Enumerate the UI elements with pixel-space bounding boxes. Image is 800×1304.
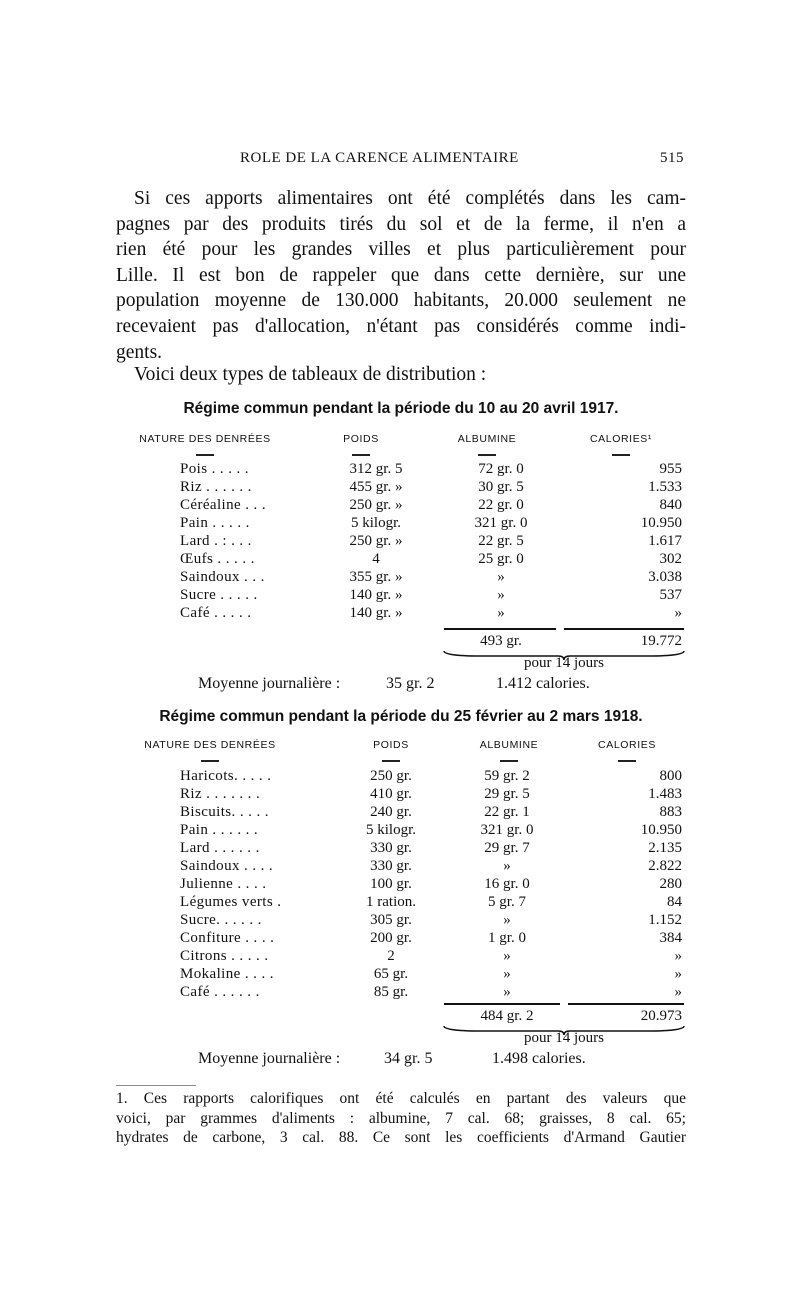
- daily-albumine: 35 gr. 2: [386, 675, 435, 692]
- daily-average-label: Moyenne journalière :: [198, 675, 341, 692]
- calories-value: 840: [659, 497, 682, 513]
- poids-value: 410 gr.: [370, 786, 412, 802]
- albumine-value: 22 gr. 0: [478, 497, 524, 513]
- calories-value: 10.950: [640, 515, 682, 531]
- food-name: Riz . . . . . . .: [180, 786, 261, 802]
- paragraph-line: pagnes par des produits tirés du sol et de la ferme, il n'en a: [116, 213, 686, 235]
- page-number: 515: [660, 150, 684, 166]
- footnote-line: 1. Ces rapports calorifiques ont été calculés en partant des valeurs que: [116, 1090, 686, 1107]
- column-header: NATURE DES DENRÉES: [139, 433, 271, 445]
- paragraph-line: gents.: [116, 341, 163, 363]
- header-dash: [382, 760, 400, 762]
- daily-average-label: Moyenne journalière :: [198, 1050, 341, 1067]
- food-name: Saindoux . . . .: [180, 858, 274, 874]
- calories-value: 10.950: [640, 822, 682, 838]
- food-name: Pain . . . . .: [180, 515, 250, 531]
- food-name: Céréaline . . .: [180, 497, 266, 513]
- food-name: Saindoux . . .: [180, 569, 265, 585]
- food-name: Citrons . . . . .: [180, 948, 269, 964]
- albumine-value: »: [503, 948, 511, 964]
- column-header: CALORIES¹: [590, 433, 652, 445]
- albumine-value: 29 gr. 5: [484, 786, 530, 802]
- poids-value: 85 gr.: [373, 984, 409, 1000]
- period-label: pour 14 jours: [524, 655, 604, 671]
- poids-value: 330 gr.: [370, 840, 412, 856]
- albumine-value: 5 gr. 7: [488, 894, 526, 910]
- food-name: Haricots. . . . .: [180, 768, 272, 784]
- albumine-value: 22 gr. 1: [484, 804, 530, 820]
- calories-value: »: [674, 984, 682, 1000]
- food-name: Café . . . . .: [180, 605, 252, 621]
- total-albumine: 484 gr. 2: [480, 1008, 534, 1024]
- paragraph-tables-intro: Voici deux types de tableaux de distribution :: [134, 364, 487, 385]
- calories-value: 883: [659, 804, 682, 820]
- poids-value: 312 gr. 5: [349, 461, 403, 477]
- albumine-value: »: [497, 587, 505, 603]
- calories-value: 1.617: [648, 533, 682, 549]
- daily-calories: 1.412 calories.: [496, 675, 590, 692]
- calories-value: 537: [659, 587, 682, 603]
- column-header: POIDS: [373, 739, 409, 751]
- total-rule-calories: [568, 1003, 684, 1005]
- poids-value: 140 gr. »: [349, 587, 403, 603]
- poids-value: 140 gr. »: [349, 605, 403, 621]
- albumine-value: 16 gr. 0: [484, 876, 530, 892]
- footnote-line: hydrates de carbone, 3 cal. 88. Ce sont les coefficients d'Armand Gautier: [116, 1129, 686, 1146]
- albumine-value: »: [503, 858, 511, 874]
- poids-value: 2: [387, 948, 395, 964]
- total-albumine: 493 gr.: [480, 633, 522, 649]
- total-rule-albumine: [444, 1003, 560, 1005]
- column-header: CALORIES: [598, 739, 656, 751]
- food-name: Biscuits. . . . .: [180, 804, 269, 820]
- column-header: ALBUMINE: [457, 433, 517, 445]
- table2-title: Régime commun pendant la période du 25 février au 2 mars 1918.: [159, 708, 643, 725]
- total-rule-calories: [564, 628, 684, 630]
- paragraph-intro: [116, 186, 686, 365]
- period-label: pour 14 jours: [524, 1030, 604, 1046]
- footnote: [116, 1089, 686, 1148]
- header-dash: [352, 454, 370, 456]
- albumine-value: 22 gr. 5: [478, 533, 524, 549]
- paragraph-line: rien été pour les grandes villes et plus particulièrement pour: [116, 239, 686, 261]
- poids-value: 250 gr.: [370, 768, 412, 784]
- albumine-value: »: [497, 605, 505, 621]
- calories-value: 84: [667, 894, 682, 910]
- paragraph-line: Lille. Il est bon de rappeler que dans cette dernière, sur une: [116, 264, 686, 286]
- total-calories: 19.772: [640, 633, 682, 649]
- footnote-line: voici, par grammes d'aliments : albumine, 7 cal. 68; graisses, 8 cal. 65;: [116, 1109, 686, 1127]
- calories-value: 2.822: [648, 858, 682, 874]
- poids-value: 4: [372, 551, 380, 567]
- header-dash: [201, 760, 219, 762]
- paragraph-line: recevaient pas d'allocation, n'étant pas considérés comme indi-: [116, 315, 686, 337]
- calories-value: 1.533: [648, 479, 682, 495]
- albumine-value: 59 gr. 2: [484, 768, 530, 784]
- poids-value: 65 gr.: [373, 966, 409, 982]
- calories-value: 1.152: [648, 912, 682, 928]
- food-name: Pain . . . . . .: [180, 822, 259, 838]
- albumine-value: 29 gr. 7: [484, 840, 530, 856]
- total-rule-albumine: [444, 628, 556, 630]
- poids-value: 100 gr.: [370, 876, 412, 892]
- albumine-value: 321 gr. 0: [480, 822, 534, 838]
- header-dash: [478, 454, 496, 456]
- poids-value: 250 gr. »: [349, 533, 403, 549]
- food-name: Légumes verts .: [180, 894, 282, 910]
- food-name: Riz . . . . . .: [180, 479, 252, 495]
- calories-value: 955: [659, 461, 682, 477]
- calories-value: 280: [659, 876, 682, 892]
- calories-value: 1.483: [648, 786, 682, 802]
- header-dash: [196, 454, 214, 456]
- calories-value: 302: [659, 551, 682, 567]
- food-name: Œufs . . . . .: [180, 551, 255, 567]
- column-header: POIDS: [343, 433, 379, 445]
- calories-value: 3.038: [648, 569, 682, 585]
- food-name: Confiture . . . .: [180, 930, 275, 946]
- calories-value: 2.135: [648, 840, 682, 856]
- food-name: Sucre . . . . .: [180, 587, 258, 603]
- paragraph-line: population moyenne de 130.000 habitants, 20.000 seulement ne: [116, 290, 686, 312]
- calories-value: »: [674, 948, 682, 964]
- albumine-value: 1 gr. 0: [488, 930, 526, 946]
- poids-value: 305 gr.: [370, 912, 412, 928]
- food-name: Lard . : . . .: [180, 533, 252, 549]
- header-dash: [612, 454, 630, 456]
- albumine-value: 72 gr. 0: [478, 461, 524, 477]
- total-calories: 20.973: [640, 1008, 682, 1024]
- poids-value: 200 gr.: [370, 930, 412, 946]
- albumine-value: »: [503, 912, 511, 928]
- column-header: ALBUMINE: [479, 739, 539, 751]
- calories-value: 800: [659, 768, 682, 784]
- albumine-value: 25 gr. 0: [478, 551, 524, 567]
- food-name: Lard . . . . . .: [180, 840, 260, 856]
- daily-albumine: 34 gr. 5: [384, 1050, 433, 1067]
- running-title: ROLE DE LA CARENCE ALIMENTAIRE: [240, 150, 519, 166]
- albumine-value: »: [503, 966, 511, 982]
- poids-value: 1 ration.: [366, 894, 416, 910]
- header-dash: [500, 760, 518, 762]
- poids-value: 330 gr.: [370, 858, 412, 874]
- poids-value: 355 gr. »: [349, 569, 403, 585]
- food-name: Sucre. . . . . .: [180, 912, 262, 928]
- calories-value: »: [674, 966, 682, 982]
- poids-value: 5 kilogr.: [365, 822, 416, 838]
- food-name: Café . . . . . .: [180, 984, 260, 1000]
- poids-value: 250 gr. »: [349, 497, 403, 513]
- poids-value: 455 gr. »: [349, 479, 403, 495]
- column-header: NATURE DES DENRÉES: [144, 739, 276, 751]
- food-name: Julienne . . . .: [180, 876, 267, 892]
- poids-value: 240 gr.: [370, 804, 412, 820]
- food-name: Mokaline . . . .: [180, 966, 274, 982]
- food-name: Pois . . . . .: [180, 461, 249, 477]
- poids-value: 5 kilogr.: [350, 515, 401, 531]
- calories-value: »: [674, 605, 682, 621]
- table1-title: Régime commun pendant la période du 10 au 20 avril 1917.: [183, 400, 619, 417]
- calories-value: 384: [659, 930, 682, 946]
- albumine-value: »: [497, 569, 505, 585]
- header-dash: [618, 760, 636, 762]
- daily-calories: 1.498 calories.: [492, 1050, 586, 1067]
- albumine-value: »: [503, 984, 511, 1000]
- albumine-value: 321 gr. 0: [474, 515, 528, 531]
- paragraph-line: Si ces apports alimentaires ont été complétés dans les cam-: [134, 188, 686, 209]
- footnote-divider: [116, 1085, 196, 1086]
- albumine-value: 30 gr. 5: [478, 479, 524, 495]
